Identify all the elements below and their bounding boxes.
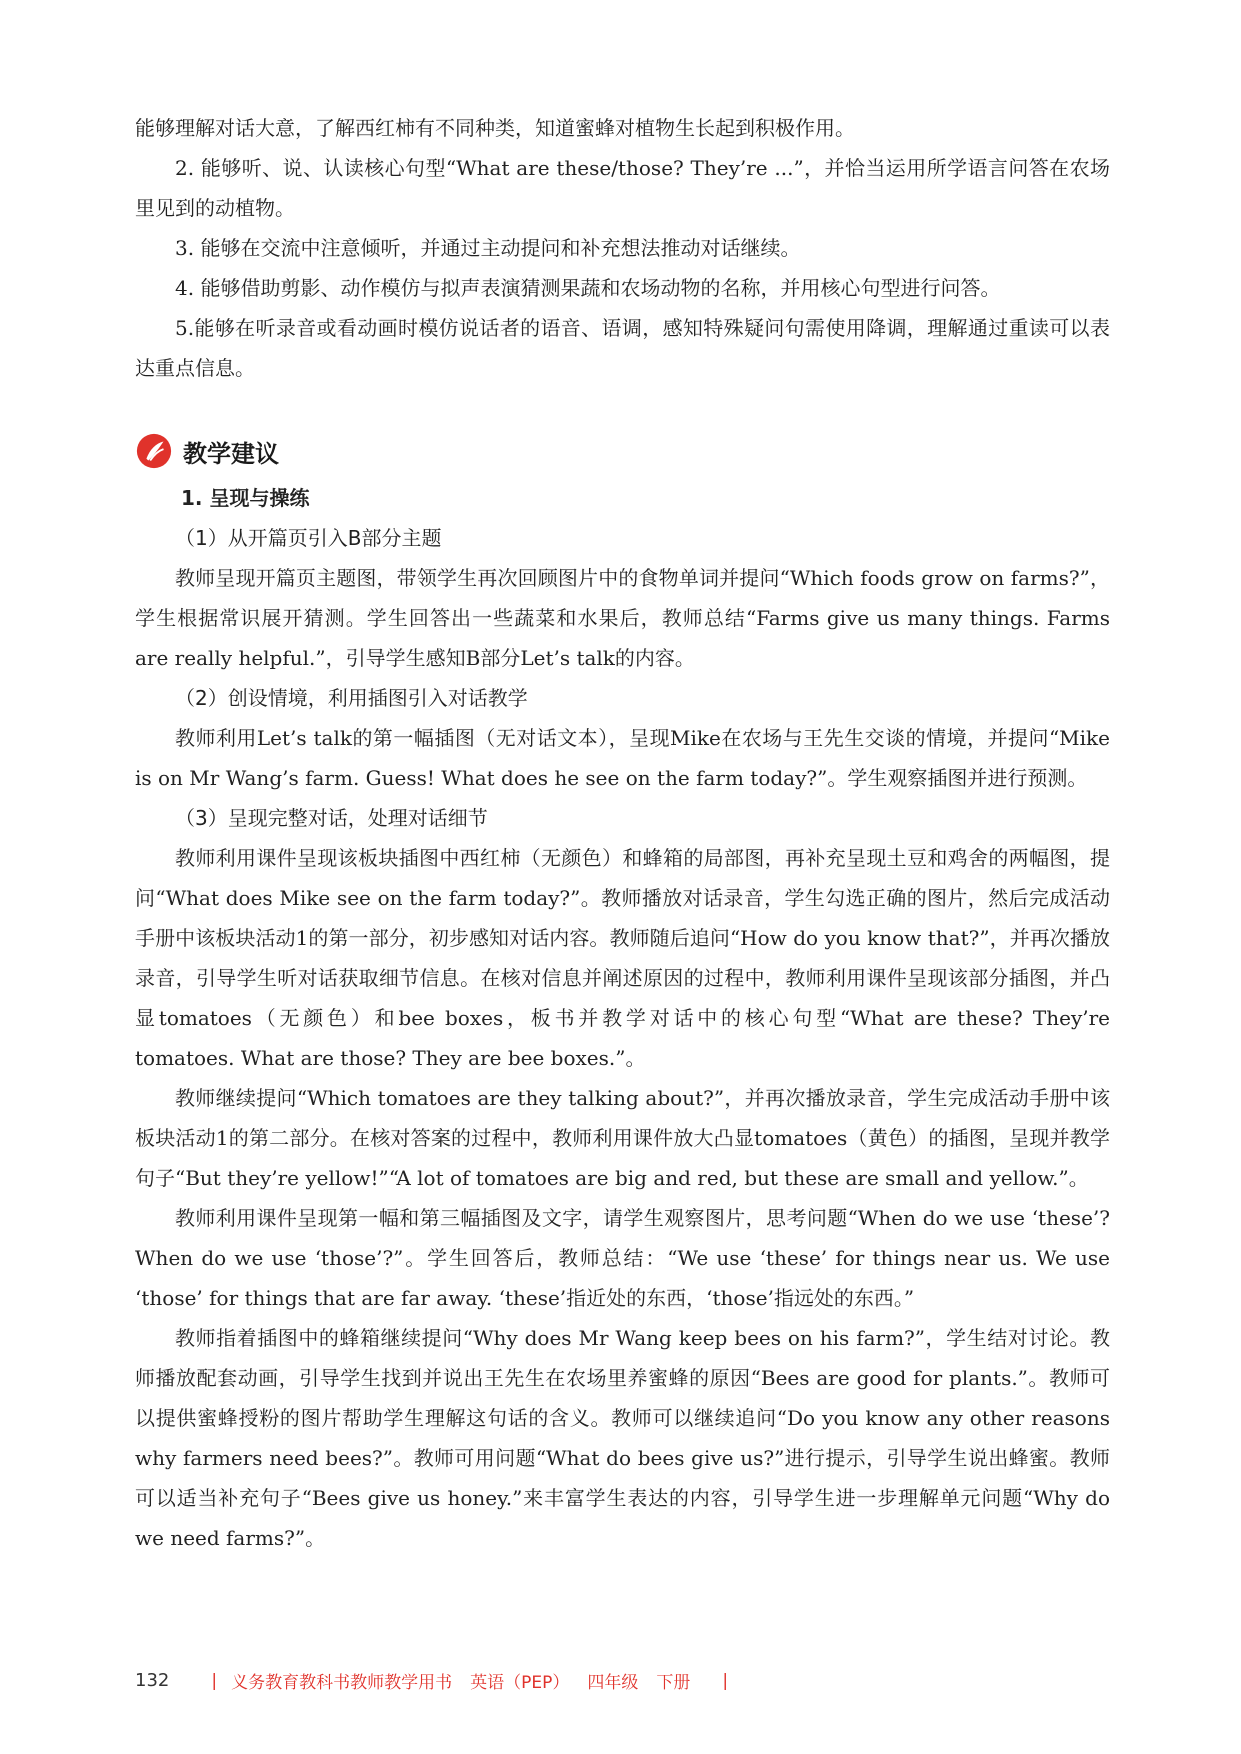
paragraph-objective-5: 5.能够在听录音或看动画时模仿说话者的语音、语调，感知特殊疑问句需使用降调，理解通过重读可以表达重点信息。 <box>135 316 1110 380</box>
subsection-text-3c: 教师利用课件呈现第一幅和第三幅插图及文字，请学生观察图片，思考问题“When do we use ‘these’? When do we use ‘those’?”。学生回答后，教师总结：“We use ‘these’ for things near us. We use ‘those’ for things that are far away. ‘these’指近处的东西，‘those’指远处的东西。” <box>135 1206 1110 1310</box>
section-title: 教学建议 <box>183 439 279 468</box>
footer-book-title: 义务教育教科书教师教学用书 <box>231 1673 453 1693</box>
subsection-text-3d: 教师指着插图中的蜂箱继续提问“Why does Mr Wang keep bees on his farm?”，学生结对讨论。教师播放配套动画，引导学生找到并说出王先生在农场里养蜜蜂的原因“Bees are good for plants.”。教师可以提供蜜蜂授粉的图片帮助学生理解这句话的含义。教师可以继续追问“Do you know any other reasons why farmers need bees?”。教师可用问题“What do bees give us?”进行提示，引导学生说出蜂蜜。教师可以适当补充句子“Bees give us honey.”来丰富学生表达的内容，引导学生进一步理解单元问题“Why do we need farms?”。 <box>135 1326 1110 1550</box>
subsection-text-2: 教师利用Let’s talk的第一幅插图（无对话文本），呈现Mike在农场与王先生交谈的情境，并提问“Mike is on Mr Wang’s farm. Guess! What does he see on the farm today?”。学生观察插图并进行预测。 <box>135 726 1110 790</box>
subsection-text-3a: 教师利用课件呈现该板块插图中西红柿（无颜色）和蜂箱的局部图，再补充呈现土豆和鸡舍的两幅图，提问“What does Mike see on the farm today?”。教师播放对话录音，学生勾选正确的图片，然后完成活动手册中该板块活动1的第一部分，初步感知对话内容。教师随后追问“How do you know that?”，并再次播放录音，引导学生听对话获取细节信息。在核对信息并阐述原因的过程中，教师利用课件呈现该部分插图，并凸显tomatoes（无颜色）和bee boxes，板书并教学对话中的核心句型“What are these? They’re tomatoes. What are those? They are bee boxes.”。 <box>135 846 1110 1070</box>
paragraph-objective-4: 4. 能够借助剪影、动作模仿与拟声表演猜测果蔬和农场动物的名称，并用核心句型进行问答。 <box>175 276 1001 300</box>
footer-divider-end: | <box>722 1670 729 1691</box>
page-number: 132 <box>135 1670 170 1691</box>
subsection-heading-1: （1）从开篇页引入B部分主题 <box>175 526 442 550</box>
leaf-brush-icon <box>135 432 173 470</box>
section-subtitle: 1. 呈现与操练 <box>181 486 310 510</box>
footer-grade: 四年级 <box>587 1673 639 1693</box>
subsection-heading-2: （2）创设情境，利用插图引入对话教学 <box>175 686 528 710</box>
paragraph-objective-3: 3. 能够在交流中注意倾听，并通过主动提问和补充想法推动对话继续。 <box>175 236 801 260</box>
section-heading <box>135 424 1110 478</box>
page-content <box>135 108 1110 1558</box>
subsection-text-1: 教师呈现开篇页主题图，带领学生再次回顾图片中的食物单词并提问“Which foods grow on farms?”，学生根据常识展开猜测。学生回答出一些蔬菜和水果后，教师总结“Farms give us many things. Farms are really helpful.”，引导学生感知B部分Let’s talk的内容。 <box>135 566 1110 670</box>
subsection-heading-3: （3）呈现完整对话，处理对话细节 <box>175 806 488 830</box>
footer-divider: | <box>211 1670 218 1691</box>
footer-subject: 英语（PEP） <box>470 1673 570 1693</box>
paragraph-objective-2: 2. 能够听、说、认读核心句型“What are these/those? They’re ...”，并恰当运用所学语言问答在农场里见到的动植物。 <box>135 156 1110 220</box>
paragraph-objective-1: 能够理解对话大意，了解西红柿有不同种类，知道蜜蜂对植物生长起到积极作用。 <box>135 116 855 140</box>
subsection-text-3b: 教师继续提问“Which tomatoes are they talking about?”，并再次播放录音，学生完成活动手册中该板块活动1的第二部分。在核对答案的过程中，教师利用课件放大凸显tomatoes（黄色）的插图，呈现并教学句子“But they’re yellow!”“A lot of tomatoes are big and red, but these are small and yellow.”。 <box>135 1086 1110 1190</box>
footer-volume: 下册 <box>656 1673 691 1693</box>
page-footer <box>135 1668 742 1693</box>
